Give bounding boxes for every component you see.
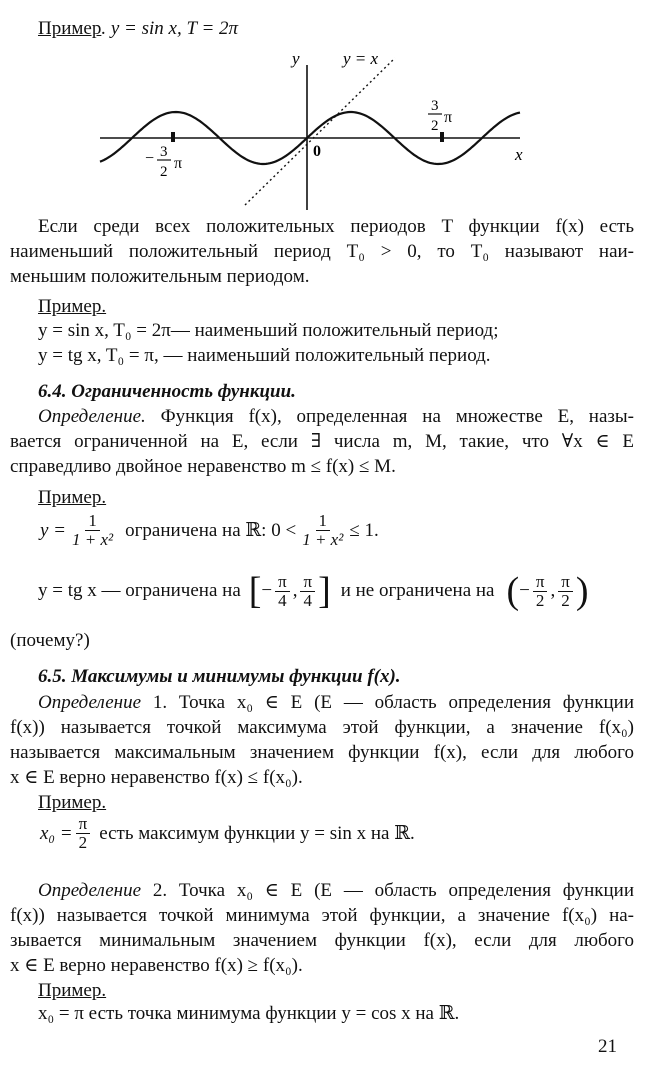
- example-label: Пример: [38, 18, 102, 39]
- example-label: Пример.: [38, 296, 107, 317]
- numerator: π: [558, 573, 573, 592]
- numerator: 1: [316, 512, 331, 531]
- bounded-text: ограничена на ℝ: 0 <: [125, 520, 297, 541]
- denominator: 1 + x²: [302, 530, 344, 549]
- x0: x₀ =: [40, 822, 73, 844]
- definition-text: Функция f(x), определенная на множестве E, назы-: [145, 406, 634, 427]
- example-line: y = sin x, T₀ = 2π— наименьший положительный период;: [38, 320, 499, 341]
- y-axis-label: y: [292, 50, 300, 68]
- label-pi-left: π: [174, 155, 183, 172]
- definition-line: [38, 406, 634, 428]
- label-minus-left: −: [145, 150, 155, 167]
- paren-right: ): [575, 570, 589, 612]
- sine-graph: [95, 50, 535, 210]
- definition-line: f(x)) называется точкой максимума этой функции, а значение f(x₀): [10, 717, 634, 738]
- tick-minus-3pi-2: [171, 132, 175, 142]
- le-one: ≤ 1.: [349, 519, 379, 541]
- numerator: π: [533, 573, 548, 592]
- definition-line: [38, 692, 634, 714]
- denominator: 4: [278, 590, 287, 610]
- x-axis-label: x: [515, 145, 523, 164]
- why-text: (почему?): [10, 630, 90, 651]
- numerator: 1: [85, 512, 100, 531]
- comma: ,: [550, 580, 556, 601]
- definition-line: вается ограниченной на E, если ∃ числа m, M, такие, что ∀x ∈ E: [10, 431, 634, 452]
- definition-label: Определение.: [38, 406, 146, 427]
- paragraph-line: меньшим положительным периодом.: [10, 266, 310, 287]
- fraction: [533, 573, 548, 610]
- bounded-formula: [40, 512, 379, 549]
- tg-formula: [38, 572, 588, 610]
- formula-y: y =: [40, 519, 67, 541]
- bracket-left: [: [248, 570, 262, 612]
- y-eq-x-label: y = x: [343, 50, 379, 68]
- fraction: [299, 512, 346, 549]
- fraction: [558, 573, 573, 610]
- definition-line: называется максимальным значением функции f(x), если для любого: [10, 742, 634, 763]
- definition-label: Определение: [38, 880, 142, 901]
- numerator: π: [275, 573, 290, 592]
- label-3-right: 3: [431, 98, 439, 114]
- definition-line: зывается минимальным значением функции f(x), если для любого: [10, 930, 634, 951]
- label-pi-right: π: [444, 109, 453, 126]
- example-line: y = tg x, T₀ = π, — наименьший положительный период.: [38, 345, 491, 366]
- definition-line: [38, 880, 634, 902]
- example-label: Пример.: [38, 792, 107, 813]
- fraction: [275, 573, 290, 610]
- bracket-right: ]: [318, 570, 331, 612]
- definition-line: f(x)) называется точкой минимума этой функции, а значение f(x₀) на-: [10, 905, 634, 926]
- max-formula: [40, 815, 415, 852]
- minus: −: [519, 580, 530, 601]
- denominator: 4: [303, 590, 313, 610]
- example-formula: . y = sin x, T = 2π: [101, 18, 239, 39]
- fraction: [76, 815, 91, 852]
- max-text: есть максимум функции y = sin x на ℝ.: [99, 823, 415, 844]
- fraction: [69, 512, 116, 549]
- not-bounded-text: и не ограничена на: [340, 580, 495, 601]
- fraction: [300, 573, 315, 610]
- definition-line: x ∈ E верно неравенство f(x) ≥ f(x₀).: [10, 955, 303, 976]
- paragraph-line: Если среди всех положительных периодов T функции f(x) есть: [38, 216, 634, 237]
- denominator: 2: [535, 590, 545, 610]
- label-3-left: 3: [160, 144, 168, 160]
- denominator: 1 + x²: [72, 530, 114, 549]
- example-label: Пример.: [38, 487, 107, 508]
- example-line: x₀ = π есть точка минимума функции y = cos x на ℝ.: [38, 1003, 460, 1024]
- tg-text: y = tg x — ограничена на: [38, 580, 241, 601]
- label-2-left: 2: [160, 164, 168, 180]
- numerator: π: [76, 815, 91, 834]
- example-label: Пример.: [38, 980, 107, 1001]
- section-heading-6-5: 6.5. Максимумы и минимумы функции f(x).: [38, 666, 401, 687]
- numerator: π: [300, 573, 315, 592]
- definition-text: 2. Точка x₀ ∈ E (E — область определения функции: [141, 880, 634, 901]
- y-equals-x-line: [245, 58, 395, 205]
- section-heading-6-4: 6.4. Ограниченность функции.: [38, 381, 296, 402]
- denominator: 2: [78, 833, 88, 852]
- minus: −: [261, 580, 273, 601]
- comma: ,: [292, 580, 298, 601]
- example-1: [38, 18, 634, 40]
- paren-left: (: [506, 570, 520, 612]
- label-2-right: 2: [431, 118, 439, 134]
- denominator: 2: [561, 590, 570, 610]
- definition-line: справедливо двойное неравенство m ≤ f(x) ≤ M.: [10, 456, 396, 477]
- page-number: 21: [598, 1036, 617, 1057]
- definition-text: 1. Точка x₀ ∈ E (E — область определения функции: [141, 692, 634, 713]
- definition-label: Определение: [38, 692, 142, 713]
- origin-label: 0: [313, 143, 321, 160]
- tick-3pi-2: [440, 132, 444, 142]
- paragraph-line: наименьший положительный период T₀ > 0, то T₀ называют наи-: [10, 241, 634, 262]
- definition-line: x ∈ E верно неравенство f(x) ≤ f(x₀).: [10, 767, 303, 788]
